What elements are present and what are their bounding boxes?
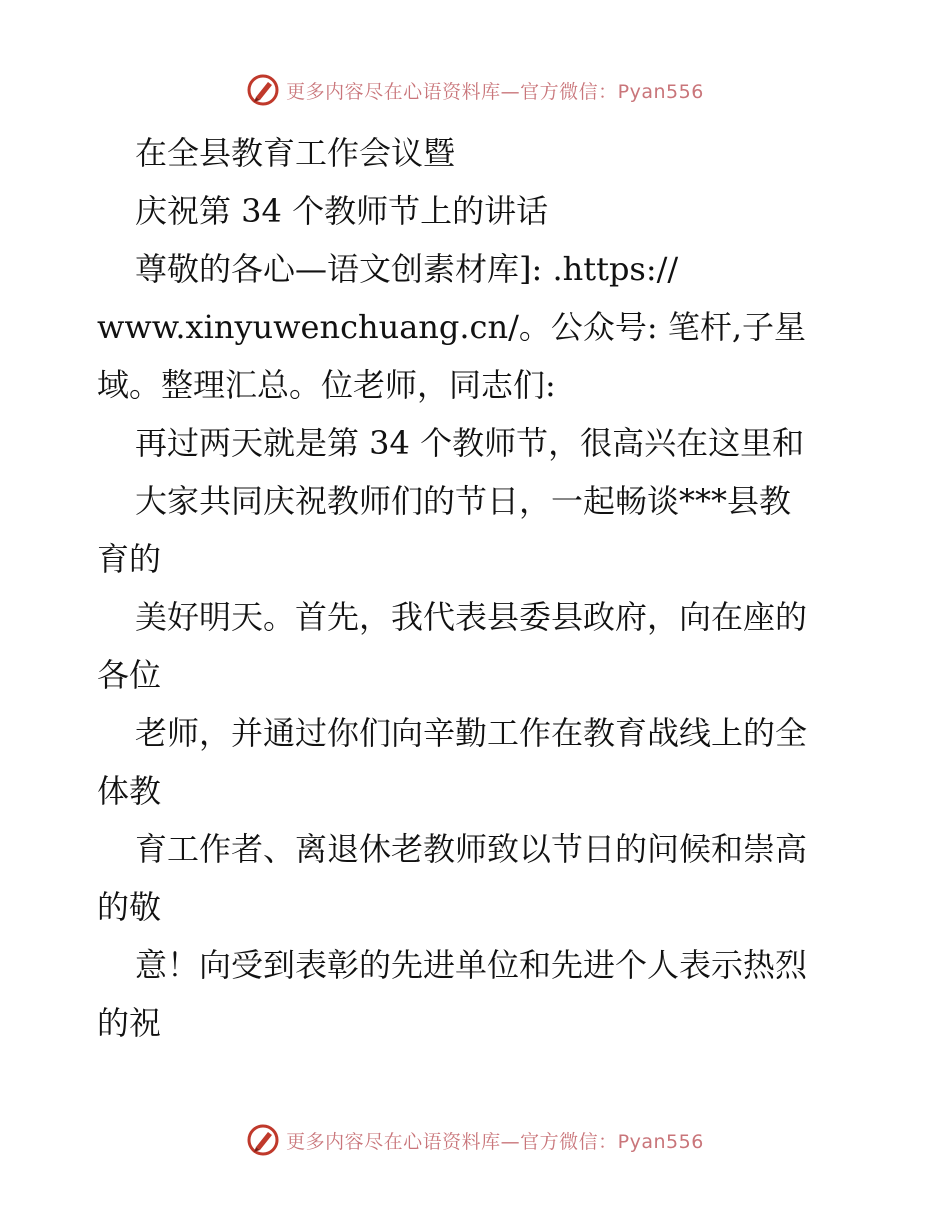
text-line: 体教 — [97, 772, 162, 810]
text-line: 美好明天。首先，我代表县委县政府，向在座的 — [135, 598, 808, 636]
text-line: 的敬 — [97, 888, 162, 926]
text-line: 再过两天就是第 34 个教师节，很高兴在这里和 — [135, 424, 805, 462]
text-line: 尊敬的各心—语文创素材库]: .https:// — [135, 250, 679, 288]
text-line: 域。整理汇总。位老师，同志们: — [97, 366, 556, 404]
text-line: 各位 — [97, 656, 162, 694]
footer-banner — [0, 1120, 950, 1160]
pen-logo-icon — [246, 73, 280, 107]
header-banner-text: 更多内容尽在心语资料库—官方微信：Pyan556 — [286, 80, 704, 103]
text-line: 育的 — [97, 540, 162, 578]
pen-logo-icon — [246, 1123, 280, 1157]
text-line: 育工作者、离退休老教师致以节日的问候和崇高 — [135, 830, 808, 868]
text-line: 的祝 — [97, 1004, 162, 1042]
text-line: 庆祝第 34 个教师节上的讲话 — [135, 192, 549, 230]
header-banner — [0, 70, 950, 110]
footer-banner-text: 更多内容尽在心语资料库—官方微信：Pyan556 — [286, 1130, 704, 1153]
text-line: 意！向受到表彰的先进单位和先进个人表示热烈 — [135, 946, 808, 984]
text-line: 老师，并通过你们向辛勤工作在教育战线上的全 — [135, 714, 808, 752]
text-line: 在全县教育工作会议暨 — [135, 134, 456, 172]
text-line: 大家共同庆祝教师们的节日，一起畅谈***县教 — [135, 482, 792, 520]
text-line: www.xinyuwenchuang.cn/。公众号: 笔杆,子星 — [97, 308, 806, 346]
document-body — [97, 124, 887, 1052]
